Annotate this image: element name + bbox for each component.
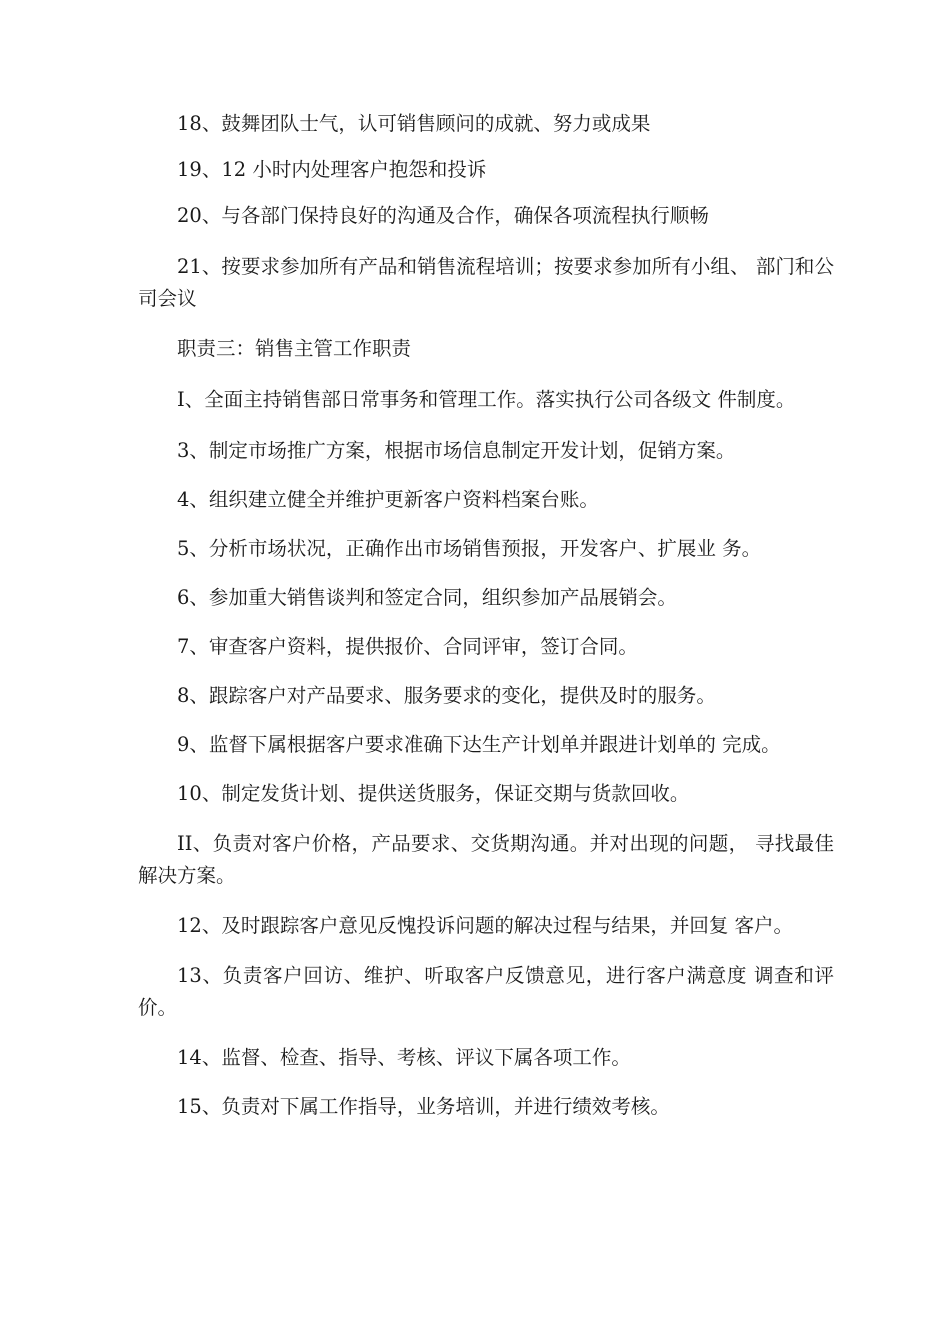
paragraph-item-11: II、负责对客户价格，产品要求、交货期沟通。并对出现的问题， 寻找最佳解决方案。 bbox=[138, 832, 834, 887]
paragraph-item-13: 13、负责客户回访、维护、听取客户反馈意见，进行客户满意度 调查和评价。 bbox=[138, 964, 834, 1019]
paragraph-item-14: 14、监督、检查、指导、考核、评议下属各项工作。 bbox=[177, 1046, 631, 1069]
document-body bbox=[138, 108, 834, 1123]
paragraph-item-8: 8、跟踪客户对产品要求、服务要求的变化，提供及时的服务。 bbox=[177, 684, 716, 707]
paragraph-item-3: 3、制定市场推广方案，根据市场信息制定开发计划，促销方案。 bbox=[177, 439, 736, 462]
paragraph-item-7: 7、审查客户资料，提供报价、合同评审，签订合同。 bbox=[177, 635, 638, 658]
paragraph-item-12: 12、及时跟踪客户意见反愧投诉问题的解决过程与结果，并回复 客户。 bbox=[177, 914, 794, 937]
paragraph-item-20: 20、与各部门保持良好的沟通及合作，确保各项流程执行顺畅 bbox=[177, 204, 709, 227]
paragraph-item-6: 6、参加重大销售谈判和签定合同，组织参加产品展销会。 bbox=[177, 586, 677, 609]
paragraph-item-10: 10、制定发货计划、提供送货服务，保证交期与货款回收。 bbox=[177, 782, 690, 805]
paragraph-item-21: 21、按要求参加所有产品和销售流程培训；按要求参加所有小组、 部门和公司会议 bbox=[138, 255, 834, 310]
paragraph-item-19: 19、12 小时内处理客户抱怨和投诉 bbox=[177, 158, 487, 181]
paragraph-item-4: 4、组织建立健全并维护更新客户资料档案台账。 bbox=[177, 488, 599, 511]
section-heading: 职责三：销售主管工作职责 bbox=[177, 337, 412, 360]
paragraph-item-15: 15、负责对下属工作指导，业务培训，并进行绩效考核。 bbox=[177, 1095, 670, 1118]
paragraph-item-9: 9、监督下属根据客户要求准确下达生产计划单并跟进计划单的 完成。 bbox=[177, 733, 781, 756]
paragraph-item-18: 18、鼓舞团队士气，认可销售顾问的成就、努力或成果 bbox=[177, 112, 651, 135]
paragraph-item-1: I、全面主持销售部日常事务和管理工作。落实执行公司各级文 件制度。 bbox=[177, 388, 796, 411]
paragraph-item-5: 5、分析市场状况，正确作出市场销售预报，开发客户、扩展业 务。 bbox=[177, 537, 762, 560]
